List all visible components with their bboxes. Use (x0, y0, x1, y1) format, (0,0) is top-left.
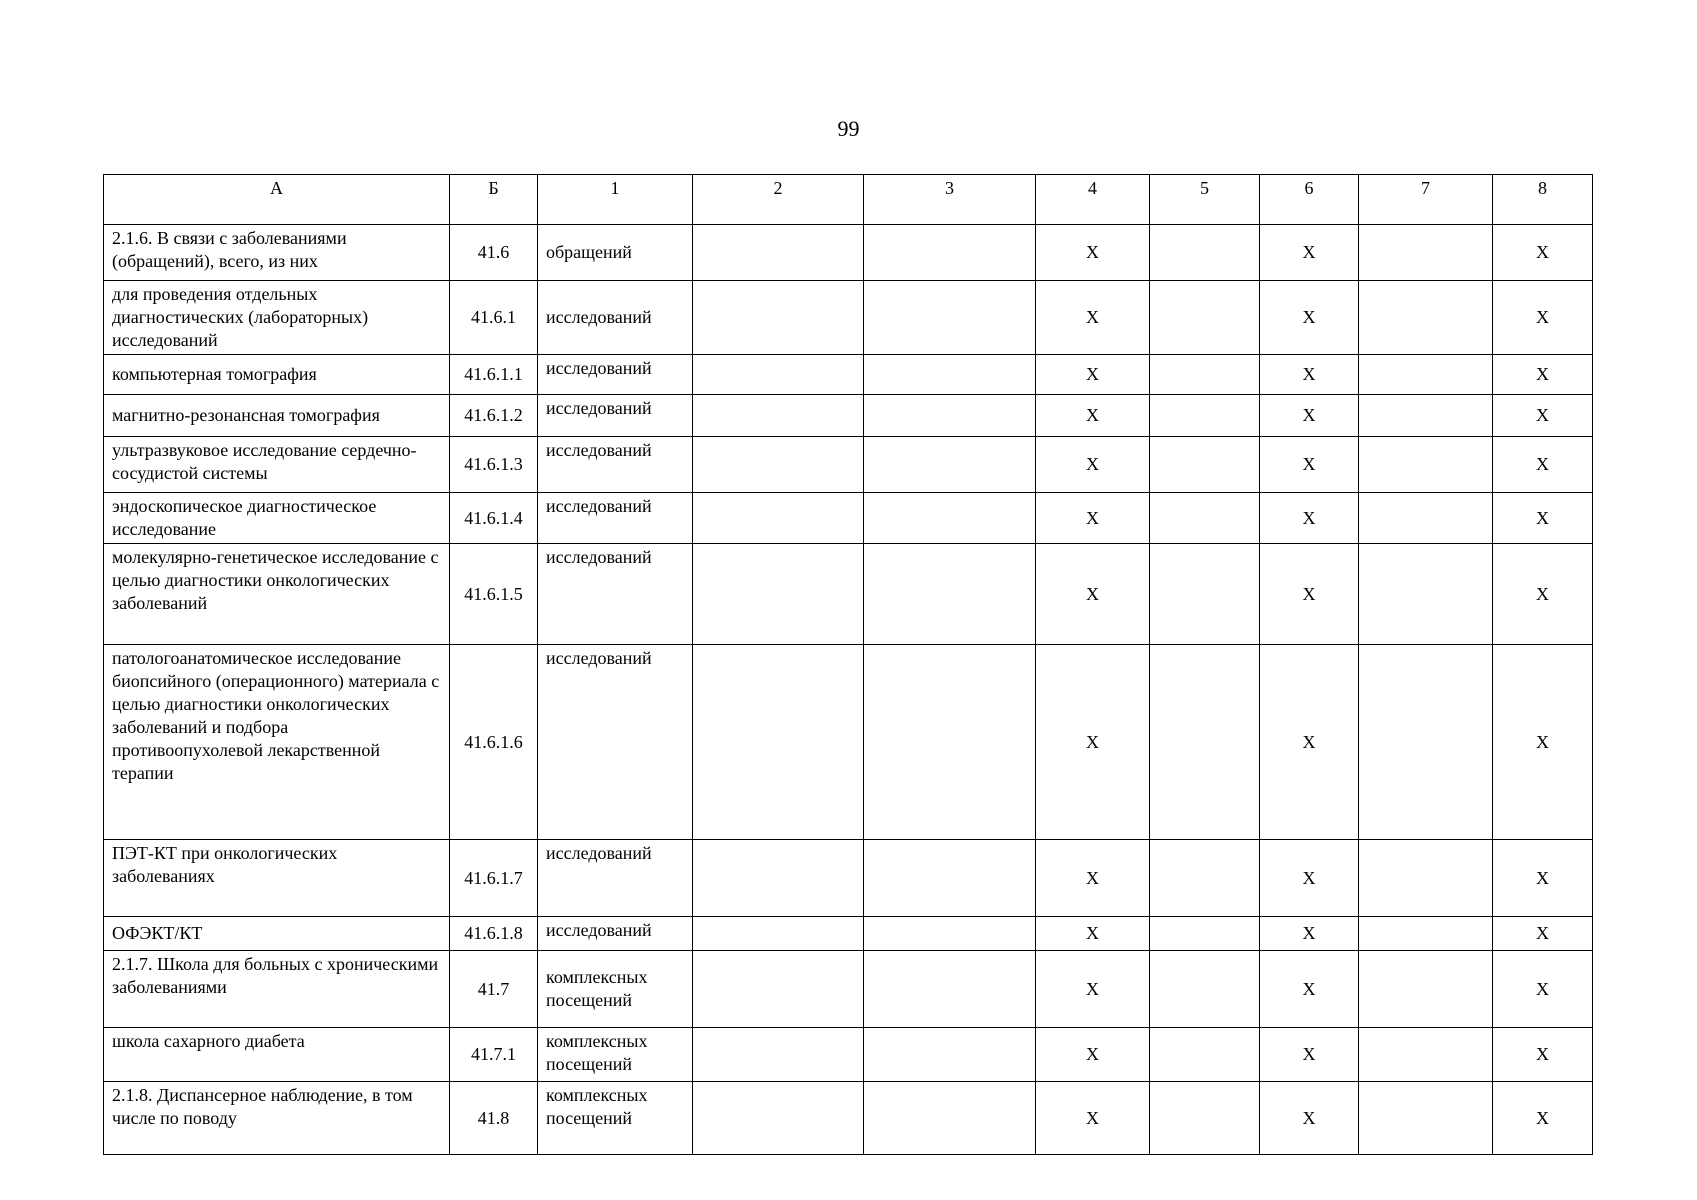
table-row (104, 437, 1593, 493)
value-cell-col-8: Х (1493, 1082, 1593, 1155)
row-unit-cell: исследований (538, 840, 693, 917)
row-unit-cell: исследований (538, 645, 693, 840)
value-cell-col-4: Х (1036, 544, 1150, 645)
table-row (104, 544, 1593, 645)
value-cell-col-5 (1150, 225, 1260, 281)
value-cell-col-4: Х (1036, 355, 1150, 395)
row-code-cell: 41.6.1.1 (450, 355, 538, 395)
value-cell-col-2 (693, 840, 864, 917)
row-unit-cell: исследований (538, 355, 693, 395)
value-cell-col-8: Х (1493, 437, 1593, 493)
column-header-4: 4 (1036, 175, 1150, 225)
value-cell-col-4: Х (1036, 437, 1150, 493)
value-cell-col-3 (864, 493, 1036, 544)
value-cell-col-3 (864, 840, 1036, 917)
row-code-cell: 41.6.1.7 (450, 840, 538, 917)
value-cell-col-7 (1359, 281, 1493, 355)
row-unit-cell: комплексных посещений (538, 951, 693, 1028)
value-cell-col-5 (1150, 395, 1260, 437)
table-row (104, 281, 1593, 355)
header-row (104, 175, 1593, 225)
row-name-cell: 2.1.8. Диспансерное наблюдение, в том числе по поводу (104, 1082, 450, 1155)
row-code-cell: 41.6.1.3 (450, 437, 538, 493)
table-row (104, 951, 1593, 1028)
value-cell-col-7 (1359, 917, 1493, 951)
value-cell-col-3 (864, 1082, 1036, 1155)
value-cell-col-2 (693, 493, 864, 544)
value-cell-col-5 (1150, 1082, 1260, 1155)
row-code-cell: 41.6.1 (450, 281, 538, 355)
value-cell-col-8: Х (1493, 1028, 1593, 1082)
value-cell-col-6: Х (1260, 951, 1359, 1028)
value-cell-col-5 (1150, 917, 1260, 951)
row-name-cell: молекулярно-генетическое исследование с целью диагностики онкологических заболеваний (104, 544, 450, 645)
value-cell-col-5 (1150, 951, 1260, 1028)
table-row (104, 917, 1593, 951)
value-cell-col-4: Х (1036, 645, 1150, 840)
value-cell-col-7 (1359, 1028, 1493, 1082)
value-cell-col-7 (1359, 544, 1493, 645)
row-name-cell: патологоанатомическое исследование биопсийного (операционного) материала с целью диагностики онкологических заболеваний и подбора противоопухолевой лекарственной терапии (104, 645, 450, 840)
value-cell-col-6: Х (1260, 225, 1359, 281)
row-unit-cell: исследований (538, 917, 693, 951)
row-unit-cell: исследований (538, 493, 693, 544)
column-header-8: 8 (1493, 175, 1593, 225)
row-name-cell: для проведения отдельных диагностических (лабораторных) исследований (104, 281, 450, 355)
value-cell-col-6: Х (1260, 544, 1359, 645)
column-header-1: 1 (538, 175, 693, 225)
value-cell-col-2 (693, 437, 864, 493)
table-row (104, 493, 1593, 544)
value-cell-col-5 (1150, 645, 1260, 840)
value-cell-col-7 (1359, 225, 1493, 281)
value-cell-col-3 (864, 544, 1036, 645)
row-unit-cell: комплексных посещений (538, 1028, 693, 1082)
row-code-cell: 41.7 (450, 951, 538, 1028)
row-name-cell: компьютерная томография (104, 355, 450, 395)
row-unit-cell: исследований (538, 395, 693, 437)
value-cell-col-8: Х (1493, 225, 1593, 281)
value-cell-col-7 (1359, 355, 1493, 395)
value-cell-col-4: Х (1036, 1028, 1150, 1082)
value-cell-col-8: Х (1493, 645, 1593, 840)
column-header-2: 2 (693, 175, 864, 225)
row-code-cell: 41.8 (450, 1082, 538, 1155)
value-cell-col-5 (1150, 355, 1260, 395)
table-row (104, 355, 1593, 395)
value-cell-col-2 (693, 281, 864, 355)
row-name-cell: ОФЭКТ/КТ (104, 917, 450, 951)
row-code-cell: 41.6 (450, 225, 538, 281)
value-cell-col-4: Х (1036, 951, 1150, 1028)
value-cell-col-6: Х (1260, 281, 1359, 355)
value-cell-col-6: Х (1260, 1028, 1359, 1082)
value-cell-col-4: Х (1036, 395, 1150, 437)
statistics-table (103, 174, 1593, 1155)
value-cell-col-7 (1359, 1082, 1493, 1155)
value-cell-col-2 (693, 225, 864, 281)
row-code-cell: 41.7.1 (450, 1028, 538, 1082)
row-code-cell: 41.6.1.5 (450, 544, 538, 645)
value-cell-col-8: Х (1493, 395, 1593, 437)
value-cell-col-6: Х (1260, 1082, 1359, 1155)
value-cell-col-3 (864, 355, 1036, 395)
table-row (104, 840, 1593, 917)
value-cell-col-5 (1150, 544, 1260, 645)
row-name-cell: ПЭТ-КТ при онкологических заболеваниях (104, 840, 450, 917)
value-cell-col-2 (693, 395, 864, 437)
value-cell-col-6: Х (1260, 355, 1359, 395)
value-cell-col-3 (864, 437, 1036, 493)
row-name-cell: 2.1.6. В связи с заболеваниями (обращений), всего, из них (104, 225, 450, 281)
row-unit-cell: исследований (538, 281, 693, 355)
row-name-cell: школа сахарного диабета (104, 1028, 450, 1082)
value-cell-col-3 (864, 645, 1036, 840)
value-cell-col-8: Х (1493, 281, 1593, 355)
value-cell-col-3 (864, 917, 1036, 951)
value-cell-col-6: Х (1260, 840, 1359, 917)
value-cell-col-8: Х (1493, 951, 1593, 1028)
table-row (104, 225, 1593, 281)
column-header-5: 5 (1150, 175, 1260, 225)
value-cell-col-8: Х (1493, 840, 1593, 917)
value-cell-col-8: Х (1493, 917, 1593, 951)
value-cell-col-7 (1359, 951, 1493, 1028)
row-code-cell: 41.6.1.2 (450, 395, 538, 437)
table-row (104, 1082, 1593, 1155)
value-cell-col-7 (1359, 840, 1493, 917)
value-cell-col-4: Х (1036, 840, 1150, 917)
value-cell-col-3 (864, 395, 1036, 437)
value-cell-col-4: Х (1036, 281, 1150, 355)
row-name-cell: эндоскопическое диагностическое исследование (104, 493, 450, 544)
value-cell-col-2 (693, 951, 864, 1028)
value-cell-col-5 (1150, 1028, 1260, 1082)
value-cell-col-6: Х (1260, 493, 1359, 544)
value-cell-col-2 (693, 917, 864, 951)
value-cell-col-2 (693, 355, 864, 395)
table-row (104, 395, 1593, 437)
row-name-cell: ультразвуковое исследование сердечно-сосудистой системы (104, 437, 450, 493)
row-code-cell: 41.6.1.6 (450, 645, 538, 840)
row-code-cell: 41.6.1.4 (450, 493, 538, 544)
value-cell-col-6: Х (1260, 437, 1359, 493)
value-cell-col-7 (1359, 395, 1493, 437)
value-cell-col-5 (1150, 493, 1260, 544)
value-cell-col-7 (1359, 493, 1493, 544)
value-cell-col-6: Х (1260, 917, 1359, 951)
value-cell-col-8: Х (1493, 355, 1593, 395)
row-unit-cell: комплексных посещений (538, 1082, 693, 1155)
table-row (104, 1028, 1593, 1082)
value-cell-col-6: Х (1260, 395, 1359, 437)
column-header-6: 6 (1260, 175, 1359, 225)
value-cell-col-2 (693, 1028, 864, 1082)
row-name-cell: 2.1.7. Школа для больных с хроническими заболеваниями (104, 951, 450, 1028)
value-cell-col-4: Х (1036, 493, 1150, 544)
row-unit-cell: исследований (538, 544, 693, 645)
row-name-cell: магнитно-резонансная томография (104, 395, 450, 437)
row-unit-cell: обращений (538, 225, 693, 281)
value-cell-col-2 (693, 1082, 864, 1155)
value-cell-col-4: Х (1036, 1082, 1150, 1155)
value-cell-col-5 (1150, 281, 1260, 355)
value-cell-col-7 (1359, 437, 1493, 493)
column-header-a: А (104, 175, 450, 225)
value-cell-col-3 (864, 225, 1036, 281)
row-code-cell: 41.6.1.8 (450, 917, 538, 951)
value-cell-col-8: Х (1493, 493, 1593, 544)
value-cell-col-5 (1150, 437, 1260, 493)
value-cell-col-6: Х (1260, 645, 1359, 840)
row-unit-cell: исследований (538, 437, 693, 493)
column-header-3: 3 (864, 175, 1036, 225)
value-cell-col-7 (1359, 645, 1493, 840)
value-cell-col-2 (693, 544, 864, 645)
value-cell-col-4: Х (1036, 225, 1150, 281)
value-cell-col-5 (1150, 840, 1260, 917)
value-cell-col-4: Х (1036, 917, 1150, 951)
value-cell-col-3 (864, 1028, 1036, 1082)
value-cell-col-3 (864, 951, 1036, 1028)
value-cell-col-2 (693, 645, 864, 840)
column-header-7: 7 (1359, 175, 1493, 225)
table-row (104, 645, 1593, 840)
value-cell-col-3 (864, 281, 1036, 355)
page-number: 99 (837, 116, 860, 141)
value-cell-col-8: Х (1493, 544, 1593, 645)
column-header-b: Б (450, 175, 538, 225)
